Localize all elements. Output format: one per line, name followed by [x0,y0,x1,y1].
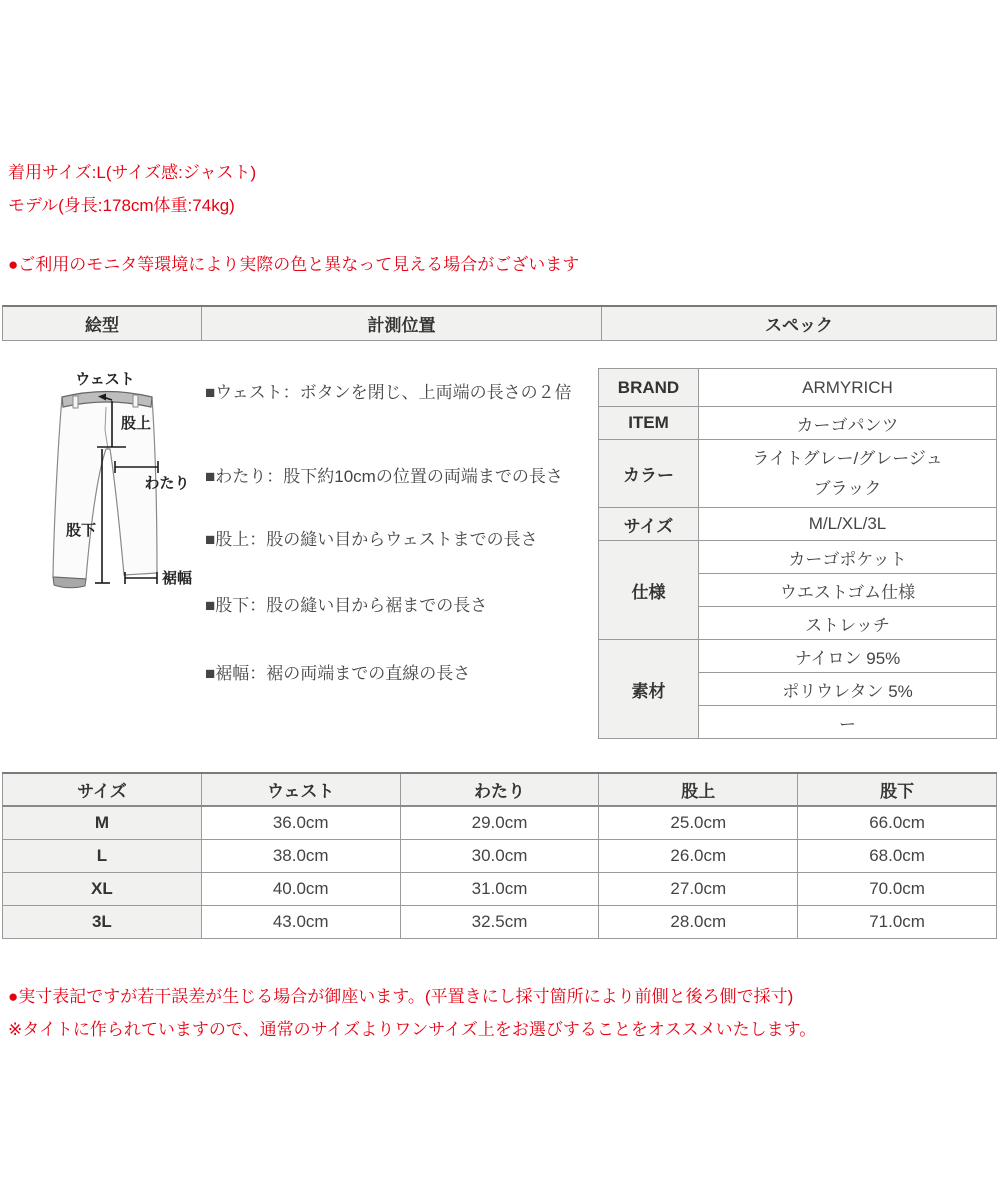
size-cell: XL [3,872,202,905]
spec-row-brand [599,369,997,407]
belt-loop [73,396,78,408]
thigh-label: わたり [144,475,190,492]
brand-label: BRAND [599,369,699,407]
measurement-item-inseam: ■股下：股の縫い目から裾までの長さ [205,596,488,615]
inseam-col-header: 股下 [798,773,997,806]
spec-row-color [599,440,997,508]
item-label: ITEM [599,407,699,440]
spec-row-item [599,407,997,440]
pants-diagram [45,370,205,600]
rise-cell: 28.0cm [599,905,798,938]
item-value: カーゴパンツ [699,407,997,440]
waist-cell: 36.0cm [201,806,400,839]
hem-shading [53,577,86,588]
size-value: M/L/XL/3L [699,508,997,541]
rise-cell: 25.0cm [599,806,798,839]
rise-col-header: 股上 [599,773,798,806]
header-figure: 絵型 [85,316,119,335]
measurement-item-waist: ■ウェスト：ボタンを閉じ、上両端の長さの２倍 [205,383,572,402]
inseam-label: 股下 [66,522,97,539]
thigh-cell: 32.5cm [400,905,599,938]
measurement-tolerance-note: ●実寸表記ですが若干誤差が生じる場合が御座います。(平置きにし採寸箇所により前側と後ろ側で採寸) [8,987,794,1006]
brand-value: ARMYRICH [699,369,997,407]
thigh-cell: 29.0cm [400,806,599,839]
feature-label: 仕様 [599,541,699,640]
material-value: ナイロン 95% [699,640,997,673]
color-label: カラー [599,440,699,508]
waist-cell: 38.0cm [201,839,400,872]
feature-value: カーゴポケット [699,541,997,574]
spec-table [598,368,997,739]
color-value: ライトグレー/グレージュ ブラック [699,440,997,508]
size-table-header-row [3,773,997,806]
measurement-item-thigh: ■わたり：股下約10cmの位置の両端までの長さ [205,467,563,486]
size-cell: L [3,839,202,872]
size-row-m [3,806,997,839]
size-col-header: サイズ [3,773,202,806]
measure-table-header [2,305,997,341]
spec-row-feature [599,541,997,574]
size-label: サイズ [599,508,699,541]
feature-value: ストレッチ [699,607,997,640]
size-row-3l [3,905,997,938]
feature-value: ウエストゴム仕様 [699,574,997,607]
size-cell: 3L [3,905,202,938]
thigh-cell: 30.0cm [400,839,599,872]
size-table [2,772,997,939]
model-fit-info [8,156,256,222]
rise-cell: 27.0cm [599,872,798,905]
spec-row-material [599,640,997,673]
material-value: ー [699,706,997,739]
thigh-col-header: わたり [400,773,599,806]
inseam-cell: 68.0cm [798,839,997,872]
size-cell: M [3,806,202,839]
worn-size-note: 着用サイズ:L(サイズ感:ジャスト) [8,163,257,182]
waist-col-header: ウェスト [201,773,400,806]
header-measure-position: 計測位置 [201,307,601,340]
size-advice-note: ※タイトに作られていますので、通常のサイズよりワンサイズ上をお選びすることをオススメいたします。 [8,1020,817,1039]
measurement-item-rise: ■股上：股の縫い目からウェストまでの長さ [205,530,538,549]
monitor-color-note: ●ご利用のモニタ等環境により実際の色と異なって見える場合がございます [8,255,580,274]
header-spec: スペック [601,307,996,340]
rise-label: 股上 [121,415,152,432]
thigh-cell: 31.0cm [400,872,599,905]
waist-cell: 43.0cm [201,905,400,938]
measurement-item-hem: ■裾幅：裾の両端までの直線の長さ [205,664,471,683]
inseam-cell: 71.0cm [798,905,997,938]
spec-row-size [599,508,997,541]
size-row-xl [3,872,997,905]
belt-loop [133,395,138,407]
waist-label: ウェスト [75,371,135,388]
waist-cell: 40.0cm [201,872,400,905]
size-row-l [3,839,997,872]
model-stats-note: モデル(身長:178cm体重:74kg) [8,196,235,215]
hem-label: 裾幅 [162,570,193,587]
bottom-disclaimers [8,980,816,1046]
rise-cell: 26.0cm [599,839,798,872]
inseam-cell: 66.0cm [798,806,997,839]
inseam-cell: 70.0cm [798,872,997,905]
material-value: ポリウレタン 5% [699,673,997,706]
material-label: 素材 [599,640,699,739]
